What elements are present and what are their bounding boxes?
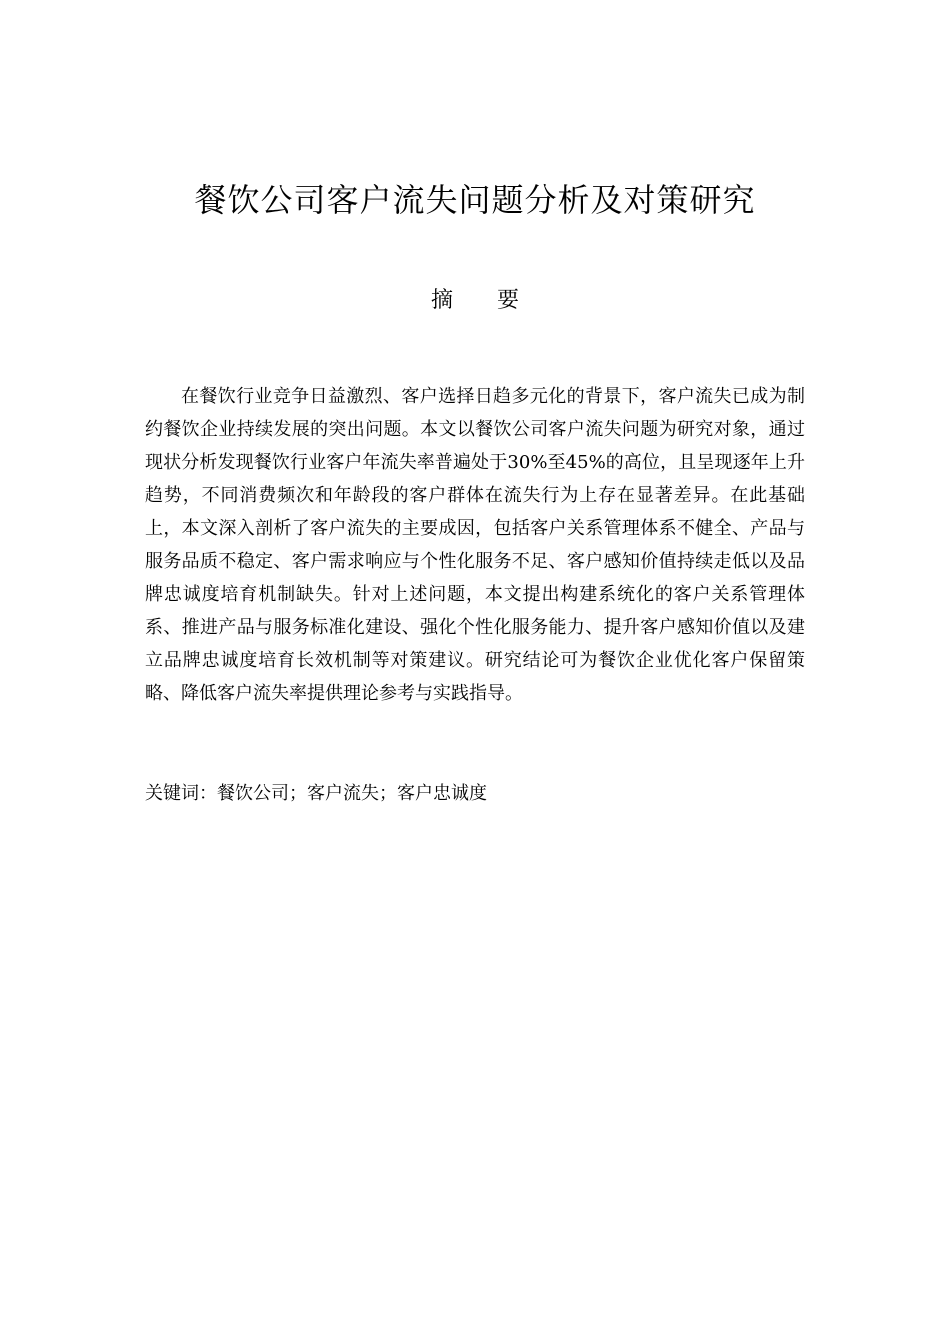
abstract-body: 在餐饮行业竞争日益激烈、客户选择日趋多元化的背景下，客户流失已成为制约餐饮企业持续发展的突出问题。本文以餐饮公司客户流失问题为研究对象，通过现状分析发现餐饮行业客户年流失率普遍处于30%至45%的高位，且呈现逐年上升趋势，不同消费频次和年龄段的客户群体在流失行为上存在显著差异。在此基础上，本文深入剖析了客户流失的主要成因，包括客户关系管理体系不健全、产品与服务品质不稳定、客户需求响应与个性化服务不足、客户感知价值持续走低以及品牌忠诚度培育机制缺失。针对上述问题，本文提出构建系统化的客户关系管理体系、推进产品与服务标准化建设、强化个性化服务能力、提升客户感知价值以及建立品牌忠诚度培育长效机制等对策建议。研究结论可为餐饮企业优化客户保留策略、降低客户流失率提供理论参考与实践指导。 [145,386,805,704]
abstract-heading-char-2: 要 [497,288,520,313]
abstract-heading-char-1: 摘 [430,288,453,313]
abstract-heading [0,284,950,318]
keywords-line: 关键词：餐饮公司；客户流失；客户忠诚度 [145,783,487,804]
document-title: 餐饮公司客户流失问题分析及对策研究 [194,181,756,219]
